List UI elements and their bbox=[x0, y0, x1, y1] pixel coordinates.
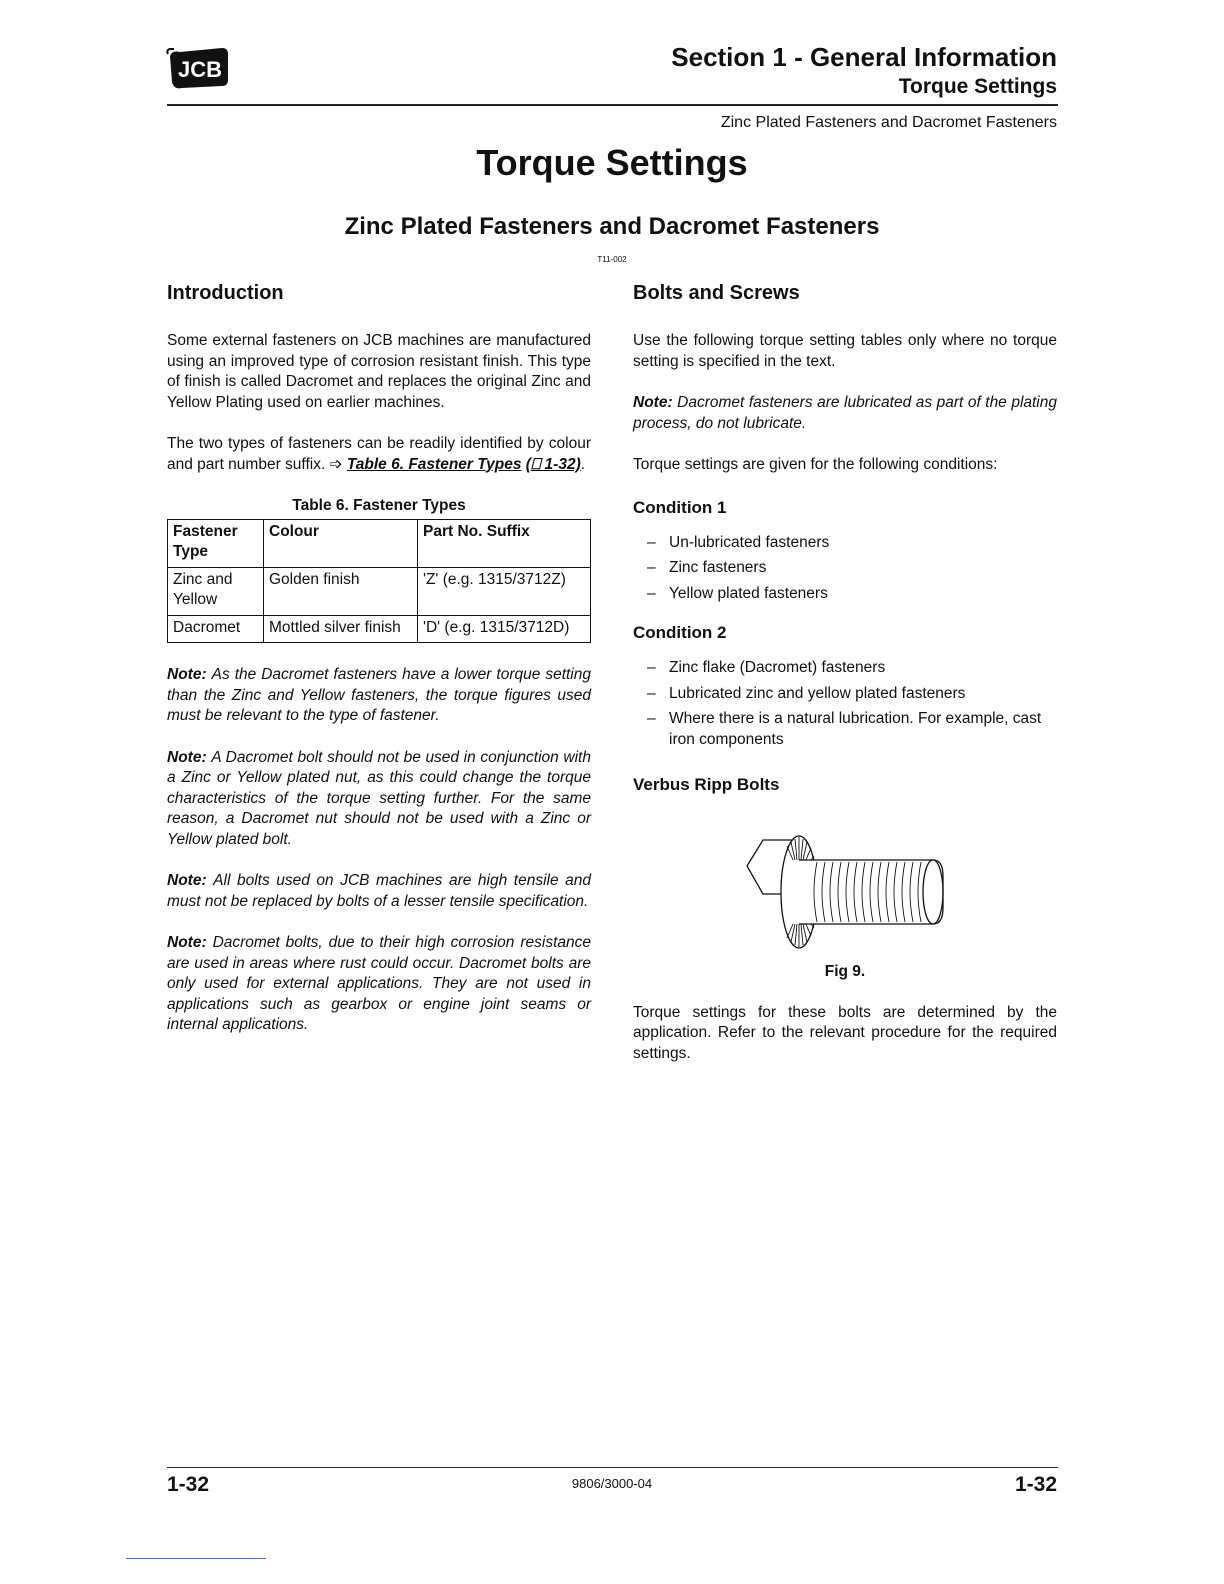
header-topic: Zinc Plated Fasteners and Dacromet Fasteners bbox=[720, 114, 1057, 131]
list-item: – Un-lubricated fasteners bbox=[647, 533, 830, 551]
conditions-intro: Torque settings are given for the following conditions: bbox=[633, 456, 998, 473]
page-number-right: 1-32 bbox=[1014, 1473, 1057, 1496]
list-item: – Zinc flake (Dacromet) fasteners bbox=[647, 659, 886, 676]
page-subtitle: Zinc Plated Fasteners and Dacromet Fasteners bbox=[344, 213, 880, 240]
list-item: – Zinc fasteners bbox=[647, 559, 767, 576]
note-lower-torque: Note: As the Dacromet fasteners have a lower torque setting than the Zinc and Yellow fasteners, the torque figures used must be relevant to the type of fastener. bbox=[167, 666, 591, 724]
table-cell: 'D' (e.g. 1315/3712D) bbox=[418, 615, 591, 643]
table-cell: Golden finish bbox=[264, 567, 418, 615]
bolts-screws-heading: Bolts and Screws bbox=[633, 282, 800, 304]
document-number: 9806/3000-04 bbox=[571, 1476, 653, 1491]
table-row bbox=[168, 567, 591, 615]
table-row bbox=[168, 615, 591, 643]
table-header-cell: Fastener Type bbox=[168, 519, 264, 567]
intro-paragraph: Some external fasteners on JCB machines are manufactured using an improved type of corrosion resistant finish. This type of finish is called Dacromet and replaces the original Zinc and Yellow Plating used on earlier machines. bbox=[167, 332, 591, 411]
footer-rule bbox=[167, 1467, 1058, 1468]
note-mixing-nut-bolt: Note: A Dacromet bolt should not be used in conjunction with a Zinc or Yellow plated nut, as this could change the torque characteristics of the torque setting further. For the same reason, a Dacromet nut should not be used with a Zinc or Yellow plated bolt. bbox=[167, 748, 591, 848]
table-header-row bbox=[168, 519, 591, 567]
fastener-types-table bbox=[167, 519, 591, 644]
condition-1-list bbox=[633, 533, 1057, 605]
page-number-left: 1-32 bbox=[167, 1473, 210, 1496]
page-ref-link[interactable]: (⎕ 1-32) bbox=[525, 455, 581, 473]
table-6-link[interactable]: Table 6. Fastener Types bbox=[346, 455, 522, 473]
left-column bbox=[167, 279, 591, 1057]
note-lubricated: Note: Dacromet fasteners are lubricated as part of the plating process, do not lubricate. bbox=[633, 394, 1057, 432]
verbus-ripp-heading: Verbus Ripp Bolts bbox=[633, 775, 780, 794]
note-external-use: Note: Dacromet bolts, due to their high corrosion resistance are used in areas where rust could occur. Dacromet bolts are only used for external applications. They are not used in applications such as gearbox or engine joint seams or internal applications. bbox=[167, 934, 592, 1033]
verbus-ripp-bolt-figure bbox=[737, 826, 949, 956]
page-title: Torque Settings bbox=[476, 142, 748, 183]
condition-2-heading: Condition 2 bbox=[633, 623, 727, 642]
list-item: – Lubricated zinc and yellow plated fasteners bbox=[647, 684, 966, 702]
header-rule bbox=[167, 104, 1058, 106]
condition-2-list bbox=[633, 658, 1057, 750]
list-item: – Where there is a natural lubrication. For example, cast iron components bbox=[647, 710, 1042, 748]
identify-paragraph: The two types of fasteners can be readily identified by colour and part number suffix. ➩ Table 6. Fastener Types (⎕ 1-32). bbox=[167, 435, 591, 473]
bolts-paragraph: Use the following torque setting tables only where no torque setting is specified in the text. bbox=[633, 332, 1057, 370]
identify-text: The two types of fasteners can be readily identified by colour and part number suffix. bbox=[167, 435, 591, 473]
right-column bbox=[633, 279, 1057, 1085]
list-item: – Yellow plated fasteners bbox=[647, 584, 828, 602]
table-cell: 'Z' (e.g. 1315/3712Z) bbox=[418, 567, 591, 615]
figure-caption: Fig 9. bbox=[824, 963, 866, 980]
jcb-logo bbox=[166, 46, 232, 92]
introduction-heading: Introduction bbox=[167, 282, 284, 304]
table-caption: Table 6. Fastener Types bbox=[292, 497, 466, 514]
table-cell: Dacromet bbox=[168, 615, 264, 643]
note-high-tensile: Note: All bolts used on JCB machines are high tensile and must not be replaced by bolts of a lesser tensile specification. bbox=[167, 872, 591, 910]
table-cell: Zinc and Yellow bbox=[168, 567, 264, 615]
xref-arrow-icon: ➩ bbox=[329, 455, 343, 473]
doc-code: T11-002 bbox=[597, 255, 627, 264]
verbus-paragraph: Torque settings for these bolts are determined by the application. Refer to the relevant procedure for the required settings. bbox=[633, 1003, 1057, 1062]
table-cell: Mottled silver finish bbox=[264, 615, 418, 643]
table-header-cell: Colour bbox=[264, 519, 418, 567]
section-title: Section 1 - General Information bbox=[671, 42, 1057, 72]
table-header-cell: Part No. Suffix bbox=[418, 519, 591, 567]
svg-text:JCB: JCB bbox=[177, 57, 223, 82]
scan-artifact-line bbox=[126, 1558, 266, 1559]
section-subtitle: Torque Settings bbox=[898, 75, 1057, 98]
condition-1-heading: Condition 1 bbox=[633, 497, 727, 517]
